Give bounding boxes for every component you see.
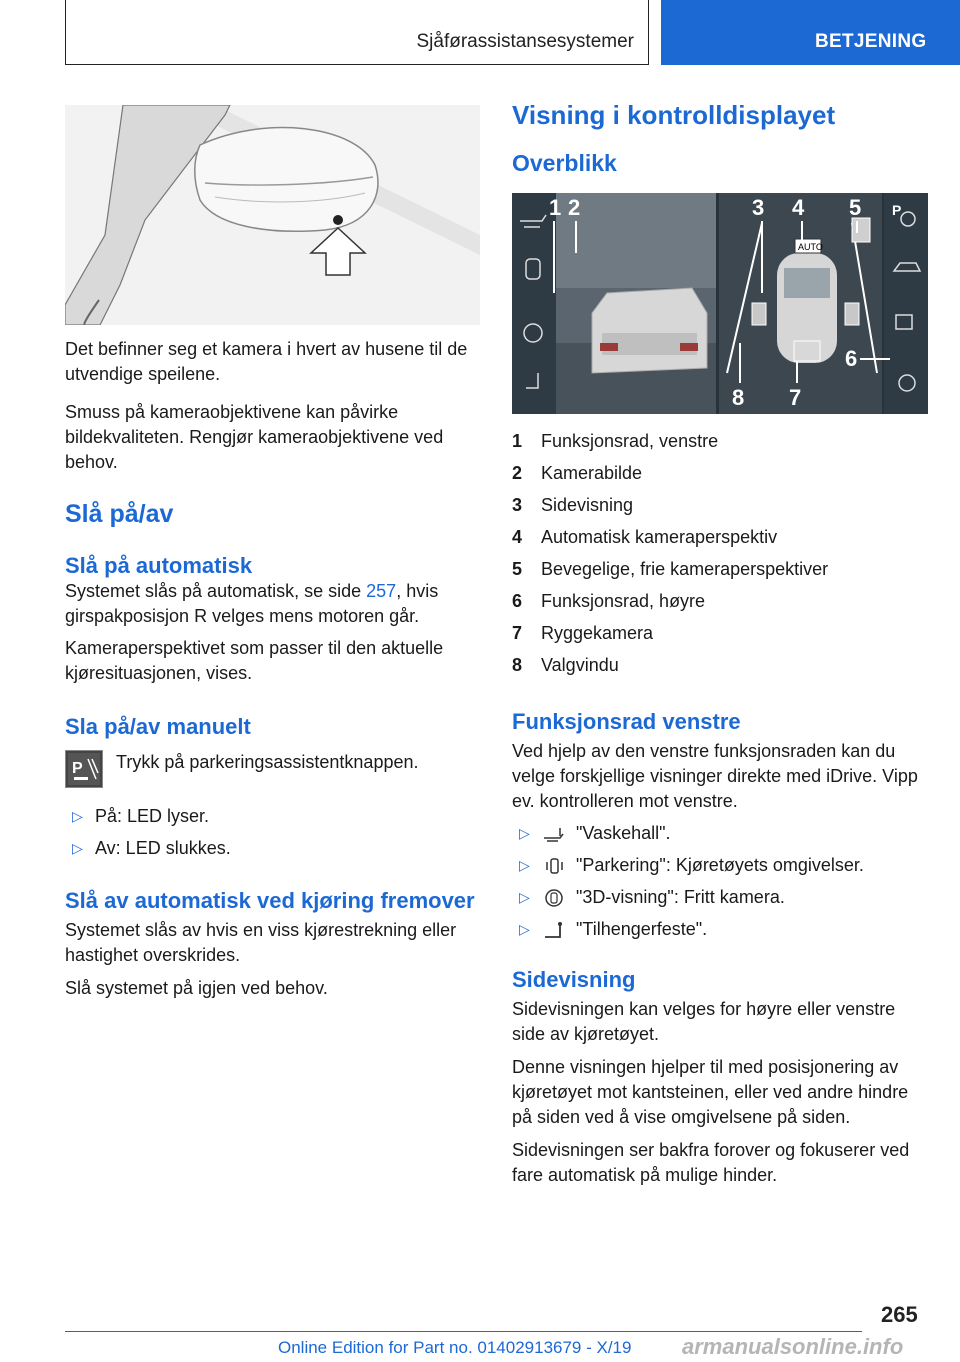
function-item-3d: ▷ "3D-visning": Fritt kamera. [512, 885, 930, 910]
bullet-led-off: ▷ Av: LED slukkes. [65, 836, 480, 861]
parking-view-icon [542, 856, 566, 876]
legend-item: 7 Ryggekamera [512, 623, 654, 643]
callout-7: 7 [789, 385, 802, 410]
legend-item: 2 Kamerabilde [512, 463, 643, 483]
page-number: 265 [881, 1302, 918, 1327]
manual-row [65, 750, 480, 788]
triangle-bullet-icon: ▷ [519, 857, 530, 873]
legend-item: 1 Funksjonsrad, venstre [512, 431, 719, 451]
footer-edition: Online Edition for Part no. 01402913679 - X/19 [278, 1338, 632, 1357]
left-column [65, 105, 480, 1001]
footer-divider [65, 1331, 862, 1332]
callout-1: 1 [549, 195, 562, 220]
triangle-bullet-icon: ▷ [519, 889, 530, 905]
park-assist-button-icon [65, 750, 103, 788]
right-column [512, 100, 930, 1188]
led-bullets [65, 804, 480, 861]
function-item-carwash: ▷ "Vaskehall". [512, 821, 930, 846]
svg-text:P: P [72, 760, 83, 777]
legend-item: 8 Valgvindu [512, 655, 619, 675]
function-item-parking: ▷ "Parkering": Kjøretøyets omgivelser. [512, 853, 930, 878]
svg-text:P: P [892, 202, 902, 218]
header-chapter-tab [661, 0, 960, 65]
footer-watermark: armanualsonline.info [682, 1334, 904, 1359]
legend-item: 4 Automatisk kameraperspektiv [512, 527, 778, 547]
control-display-figure [512, 193, 928, 414]
callout-6: 6 [845, 346, 858, 371]
reenable-text: Slå systemet på igjen ved behov. [65, 978, 328, 998]
side-view-text-3: Sidevisningen ser bakfra forover og fokuserer ved fare automatisk på mulige hinder. [512, 1140, 910, 1185]
manual-text: Trykk på parkeringsassistentknappen. [116, 752, 419, 772]
heading-auto-on: Slå på automatisk [65, 553, 253, 578]
triangle-bullet-icon: ▷ [519, 825, 530, 841]
callout-8: 8 [732, 385, 745, 410]
callout-2: 2 [568, 195, 581, 220]
triangle-bullet-icon: ▷ [519, 921, 530, 937]
header-section-title: Sjåførassistansesystemer [416, 31, 634, 52]
heading-on-off: Slå på/av [65, 500, 174, 528]
legend-item: 5 Bevegelige, frie kameraperspektiver [512, 559, 829, 579]
callout-5: 5 [849, 195, 862, 220]
auto-perspective-text: Kameraperspektivet som passer til den aktuelle kjøresituasjonen, vises. [65, 638, 444, 683]
legend-item: 3 Sidevisning [512, 495, 634, 515]
side-view-text-2: Denne visningen hjelper til med posisjonering av kjøretøyet mot kantsteinen, eller ved andre hindre på siden ved å vise omgivelsene på siden. [512, 1057, 909, 1127]
callout-4: 4 [792, 195, 805, 220]
auto-badge: AUTO [798, 242, 823, 252]
trailer-hitch-icon [542, 920, 566, 940]
lens-cleaning-text: Smuss på kameraobjektivene kan påvirke bildekvaliteten. Rengjør kameraobjektivene ved behov. [65, 402, 444, 472]
bullet-led-on: ▷ På: LED lyser. [65, 804, 480, 829]
heading-display: Visning i kontrolldisplayet [512, 100, 836, 130]
3d-view-icon [542, 888, 566, 908]
camera-location-text: Det befinner seg et kamera i hvert av husene til de utvendige speilene. [65, 339, 468, 384]
auto-off-text: Systemet slås av hvis en viss kjørestrekning eller hastighet overskrides. [65, 920, 457, 965]
header-section-box [65, 0, 649, 65]
triangle-bullet-icon: ▷ [72, 840, 83, 856]
legend-item: 6 Funksjonsrad, høyre [512, 591, 706, 611]
figure-legend [512, 430, 930, 686]
mirror-camera-illustration [65, 105, 480, 325]
auto-on-text: Systemet slås på automatisk, se side 257, hvis girspakposisjon R velges mens motoren går. [65, 581, 439, 626]
heading-function-row-left: Funksjonsrad venstre [512, 709, 741, 734]
side-view-text-1: Sidevisningen kan velges for høyre eller venstre side av kjøretøyet. [512, 999, 896, 1044]
heading-manual: Sla på/av manuelt [65, 714, 251, 739]
page-link-257[interactable]: 257 [366, 581, 397, 601]
function-item-trailer: ▷ "Tilhengerfeste". [512, 917, 930, 942]
function-row-text: Ved hjelp av den venstre funksjonsraden kan du velge forskjellige visninger direkte med iDrive. Vipp ev. kontrolleren mot venstre. [512, 741, 918, 811]
carwash-icon [542, 824, 566, 844]
triangle-bullet-icon: ▷ [72, 808, 83, 824]
heading-side-view: Sidevisning [512, 967, 636, 992]
header-chapter-title: BETJENING [815, 31, 927, 52]
callout-3: 3 [752, 195, 765, 220]
heading-overview: Overblikk [512, 150, 617, 176]
function-items [512, 821, 930, 942]
heading-auto-off-forward: Slå av automatisk ved kjøring fremover [65, 888, 475, 913]
